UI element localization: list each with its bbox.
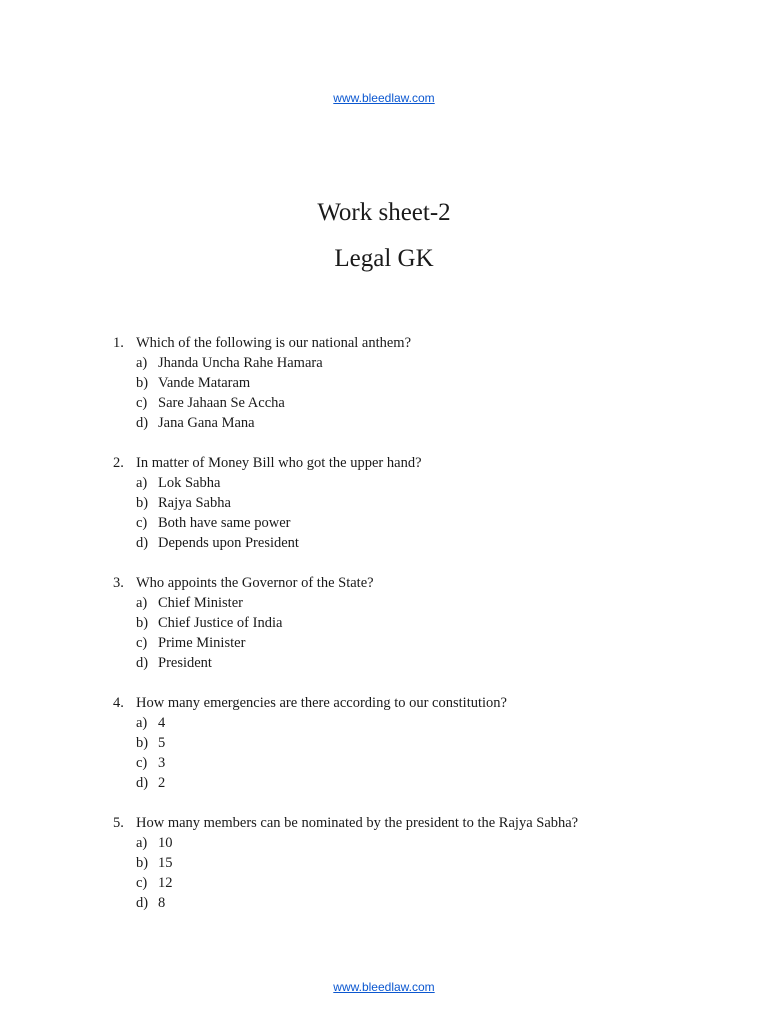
option-letter: b) — [136, 615, 149, 631]
option-text: Both have same power — [158, 515, 291, 531]
question-text: In matter of Money Bill who got the upper hand? — [136, 455, 422, 471]
option-text: 4 — [158, 715, 166, 731]
option-letter: c) — [136, 395, 148, 411]
footer — [0, 980, 768, 994]
option-text: 3 — [158, 755, 166, 771]
option-letter: a) — [136, 355, 148, 371]
option-text: Lok Sabha — [158, 475, 221, 491]
footer-website-link[interactable]: www.bleedlaw.com — [333, 980, 435, 994]
question-number: 5. — [113, 815, 124, 831]
option-letter: a) — [136, 835, 148, 851]
option-text: 2 — [158, 775, 166, 791]
option-text: Depends upon President — [158, 535, 299, 551]
option-d — [0, 653, 768, 673]
worksheet-title: Work sheet-2 — [317, 199, 451, 226]
option-letter: b) — [136, 855, 149, 871]
option-letter: a) — [136, 475, 148, 491]
option-text: 12 — [158, 875, 173, 891]
option-c — [0, 393, 768, 413]
option-letter: a) — [136, 715, 148, 731]
option-d — [0, 413, 768, 433]
option-letter: d) — [136, 775, 149, 791]
question-1 — [0, 333, 768, 433]
option-a — [0, 473, 768, 493]
question-2 — [0, 453, 768, 553]
header — [0, 91, 768, 105]
option-d — [0, 533, 768, 553]
option-letter: d) — [136, 535, 149, 551]
option-text: Vande Mataram — [158, 375, 251, 391]
question-5 — [0, 813, 768, 913]
option-letter: d) — [136, 415, 149, 431]
option-c — [0, 873, 768, 893]
question-3 — [0, 573, 768, 673]
option-letter: a) — [136, 595, 148, 611]
option-text: Jhanda Uncha Rahe Hamara — [158, 355, 323, 371]
option-b — [0, 733, 768, 753]
option-a — [0, 353, 768, 373]
option-list — [0, 713, 768, 793]
option-d — [0, 893, 768, 913]
option-letter: b) — [136, 495, 149, 511]
question-number: 3. — [113, 575, 124, 591]
option-list — [0, 593, 768, 673]
option-list — [0, 473, 768, 553]
option-a — [0, 833, 768, 853]
option-text: 10 — [158, 835, 173, 851]
option-letter: d) — [136, 895, 149, 911]
question-4 — [0, 693, 768, 793]
option-c — [0, 633, 768, 653]
option-b — [0, 493, 768, 513]
option-c — [0, 753, 768, 773]
option-text: Jana Gana Mana — [158, 415, 255, 431]
option-text: 15 — [158, 855, 173, 871]
option-text: President — [158, 655, 212, 671]
option-a — [0, 713, 768, 733]
option-letter: c) — [136, 875, 148, 891]
question-text: Which of the following is our national anthem? — [136, 335, 412, 351]
question-text: How many emergencies are there according to our constitution? — [136, 695, 507, 711]
worksheet-subtitle: Legal GK — [334, 245, 434, 272]
question-number: 1. — [113, 335, 124, 351]
option-letter: c) — [136, 755, 148, 771]
option-b — [0, 373, 768, 393]
option-text: Rajya Sabha — [158, 495, 231, 511]
option-letter: c) — [136, 635, 148, 651]
option-b — [0, 853, 768, 873]
option-text: 8 — [158, 895, 166, 911]
option-list — [0, 353, 768, 433]
option-text: 5 — [158, 735, 166, 751]
option-c — [0, 513, 768, 533]
option-text: Prime Minister — [158, 635, 246, 651]
header-website-link[interactable]: www.bleedlaw.com — [333, 91, 435, 105]
option-letter: c) — [136, 515, 148, 531]
option-a — [0, 593, 768, 613]
option-text: Sare Jahaan Se Accha — [158, 395, 285, 411]
option-b — [0, 613, 768, 633]
option-letter: b) — [136, 735, 149, 751]
question-text: Who appoints the Governor of the State? — [136, 575, 374, 591]
option-list — [0, 833, 768, 913]
question-text: How many members can be nominated by the president to the Rajya Sabha? — [136, 815, 579, 831]
option-text: Chief Justice of India — [158, 615, 283, 631]
question-number: 2. — [113, 455, 124, 471]
option-text: Chief Minister — [158, 595, 243, 611]
question-list — [0, 333, 768, 933]
option-letter: d) — [136, 655, 149, 671]
option-letter: b) — [136, 375, 149, 391]
question-number: 4. — [113, 695, 124, 711]
option-d — [0, 773, 768, 793]
